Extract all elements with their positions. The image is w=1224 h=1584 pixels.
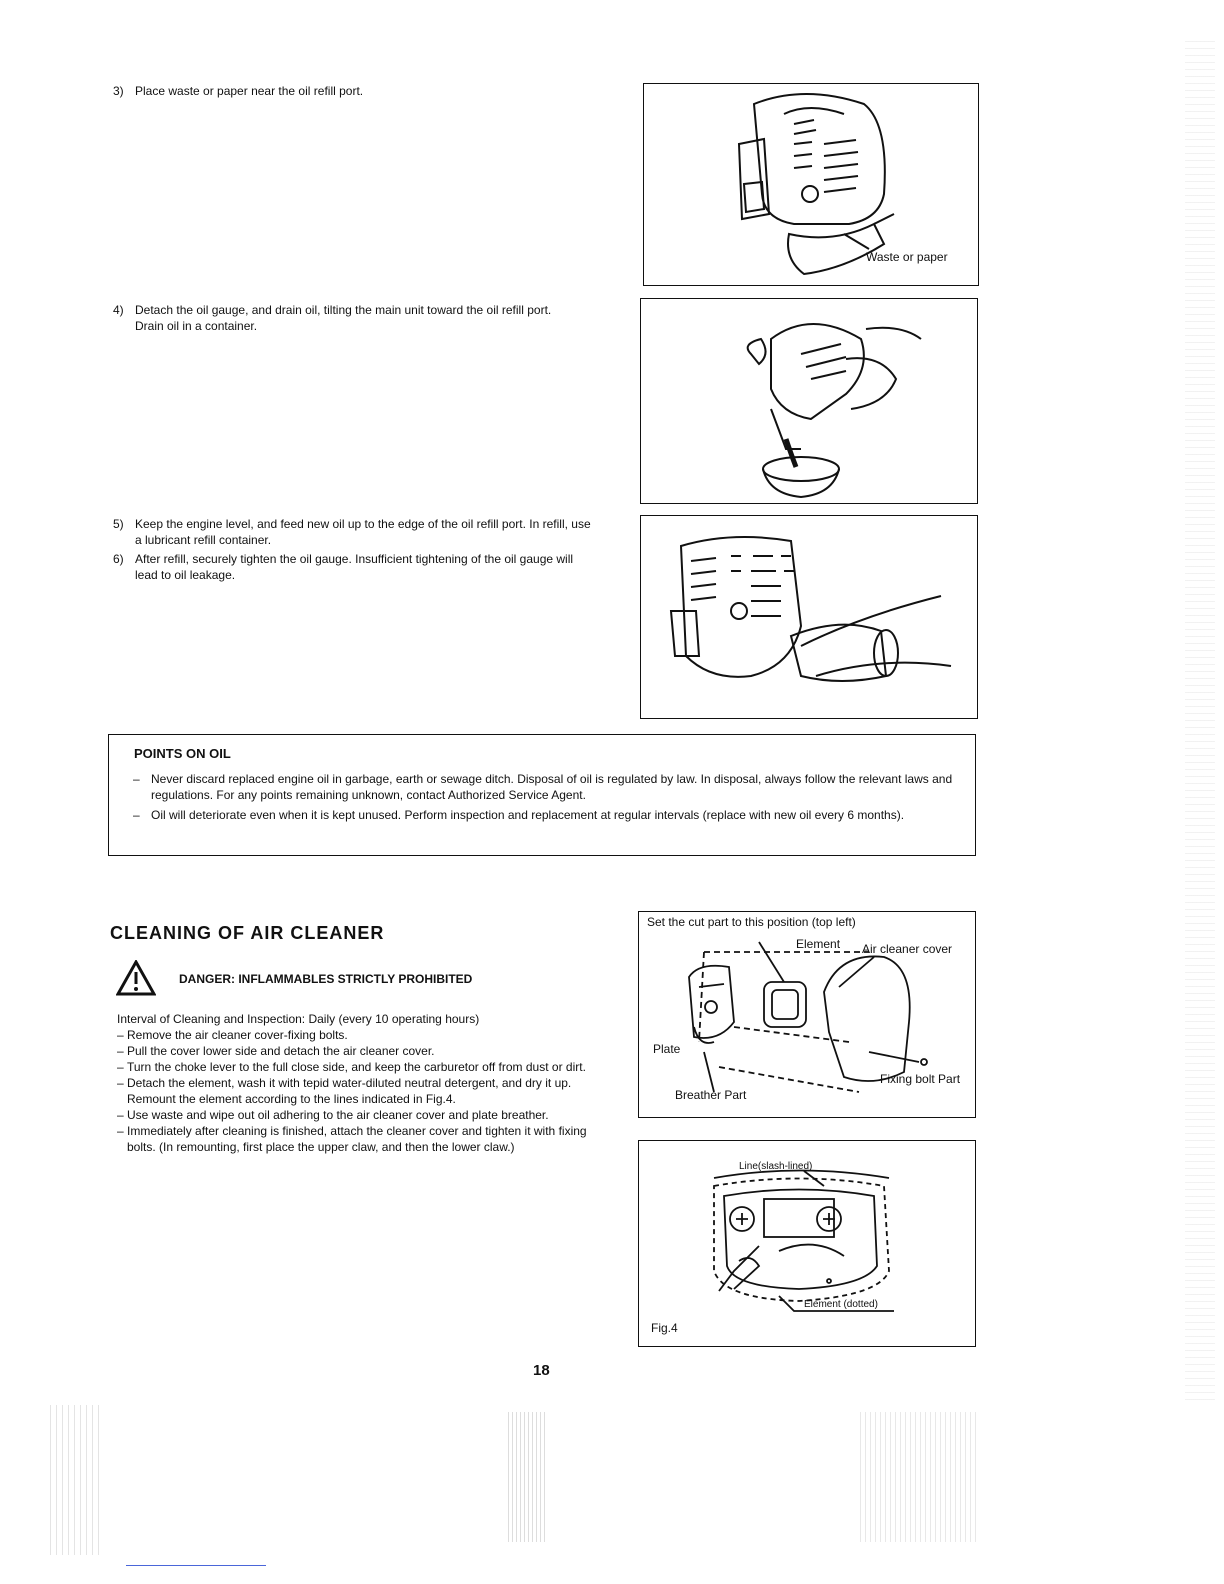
bullet-dash: – xyxy=(133,808,140,822)
points-item-text: Oil will deteriorate even when it is kept unused. Perform inspection and replacement at regular intervals (replace with new oil every 6 months). xyxy=(151,808,905,822)
step-3 xyxy=(113,83,613,99)
air-cleaner-instructions xyxy=(117,1011,589,1155)
step-number: 4) xyxy=(113,303,124,317)
instruction-item: – Pull the cover lower side and detach the air cleaner cover. xyxy=(117,1044,435,1058)
scan-line xyxy=(126,1565,266,1566)
points-item-text: Never discard replaced engine oil in garbage, earth or sewage ditch. Disposal of oil is regulated by law. In disposal, always follow the relevant laws and regulations. For any points remaining unknown, contact Authorized Service Agent. xyxy=(151,772,953,802)
scan-noise xyxy=(508,1412,548,1542)
points-on-oil-box xyxy=(108,734,976,856)
instruction-item: – Turn the choke lever to the full close side, and keep the carburetor off from dust or dirt. xyxy=(117,1060,586,1074)
figure-refill-oil xyxy=(640,515,978,719)
step-text: Place waste or paper near the oil refill port. xyxy=(135,84,364,98)
scan-noise xyxy=(860,1412,980,1542)
label-plate: Plate xyxy=(653,1042,681,1056)
scan-noise xyxy=(1185,40,1215,1400)
label-element-dotted: Element (dotted) xyxy=(804,1299,878,1310)
refill-oil-illustration xyxy=(641,516,977,718)
step-number: 3) xyxy=(113,84,124,98)
step-text: After refill, securely tighten the oil gauge. Insufficient tightening of the oil gauge will lead to oil leakage. xyxy=(135,552,574,582)
figure-drain-oil xyxy=(640,298,978,504)
step-6 xyxy=(113,551,593,583)
instruction-text: Turn the choke lever to the full close side, and keep the carburetor off from dust or dirt. xyxy=(127,1060,586,1074)
step-text: Keep the engine level, and feed new oil up to the edge of the oil refill port. In refill, use a lubricant refill container. xyxy=(135,517,591,547)
instruction-item: – Remove the air cleaner cover-fixing bolts. xyxy=(117,1028,348,1042)
scan-noise xyxy=(50,1405,100,1555)
danger-label: DANGER: INFLAMMABLES STRICTLY PROHIBITED xyxy=(179,972,473,986)
figure-label-waste: Waste or paper xyxy=(866,250,948,264)
instruction-item: – Use waste and wipe out oil adhering to the air cleaner cover and plate breather. xyxy=(117,1108,549,1122)
instruction-text: Remove the air cleaner cover-fixing bolts. xyxy=(127,1028,348,1042)
figure-header: Set the cut part to this position (top left) xyxy=(647,915,856,929)
warning-triangle-icon xyxy=(116,960,156,996)
figure-air-cleaner xyxy=(638,911,976,1118)
step-number: 6) xyxy=(113,552,124,566)
step-text: Detach the oil gauge, and drain oil, tilting the main unit toward the oil refill port. xyxy=(135,303,552,317)
figure-fig4 xyxy=(638,1140,976,1347)
label-element: Element xyxy=(796,937,841,951)
instruction-text: Use waste and wipe out oil adhering to the air cleaner cover and plate breather. xyxy=(127,1108,549,1122)
step-5 xyxy=(113,516,593,548)
interval-line: Interval of Cleaning and Inspection: Daily (every 10 operating hours) xyxy=(117,1012,480,1026)
instruction-text: Pull the cover lower side and detach the air cleaner cover. xyxy=(127,1044,435,1058)
drain-oil-illustration xyxy=(641,299,977,503)
label-line-slash: Line(slash-lined) xyxy=(739,1161,813,1172)
label-breather: Breather Part xyxy=(675,1088,747,1102)
instruction-text: Immediately after cleaning is finished, attach the cleaner cover and tighten it with fixing bolts. (In remounting, first place the upper claw, and then the lower claw.) xyxy=(127,1124,587,1154)
instruction-text: Detach the element, wash it with tepid water-diluted neutral detergent, and dry it up. Remount the element according to the lines indicated in Fig.4. xyxy=(127,1076,572,1106)
instruction-item: – Immediately after cleaning is finished, attach the cleaner cover and tighten it with fixing bolts. (In remounting, first place the upper claw, and then the lower claw.) xyxy=(117,1124,587,1154)
section-title: CLEANING OF AIR CLEANER xyxy=(110,923,385,943)
figure-caption: Fig.4 xyxy=(651,1321,678,1335)
page-number: 18 xyxy=(533,1362,550,1379)
bullet-dash: – xyxy=(133,772,140,786)
label-air-cleaner-cover: Air cleaner cover xyxy=(862,942,953,956)
figure-waste-paper xyxy=(643,83,979,286)
points-item xyxy=(123,807,953,823)
points-title: POINTS ON OIL xyxy=(134,746,231,761)
step-number: 5) xyxy=(113,517,124,531)
label-fixing-bolt: Fixing bolt Part xyxy=(880,1072,961,1086)
points-item xyxy=(123,771,953,803)
instruction-item: – Detach the element, wash it with tepid water-diluted neutral detergent, and dry it up. Remount the element according to the lines indicated in Fig.4. xyxy=(117,1076,572,1106)
points-list xyxy=(123,771,953,823)
step-extra: Drain oil in a container. xyxy=(135,319,258,333)
step-4 xyxy=(113,302,588,334)
